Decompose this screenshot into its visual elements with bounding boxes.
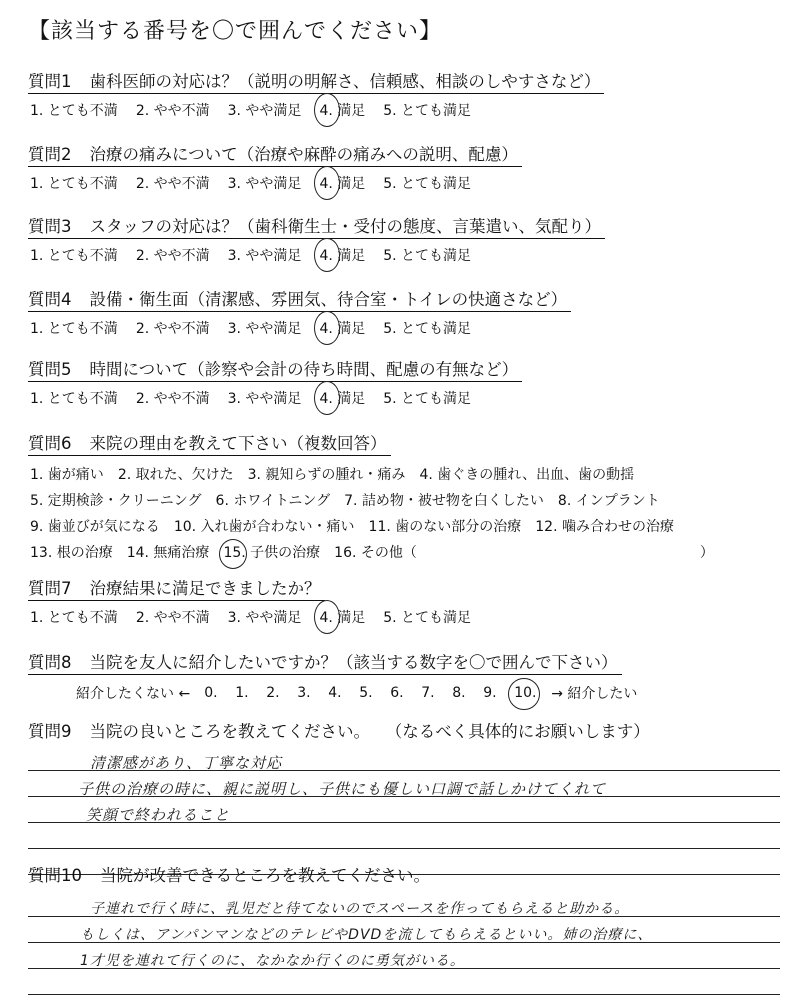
reason-option[interactable]: 10. 入れ歯が合わない・痛い — [173, 519, 355, 535]
question-1-options — [28, 100, 780, 120]
form-header: 【該当する番号を〇で囲んでください】 — [28, 19, 443, 44]
option[interactable]: 1. とても不満 — [30, 610, 118, 626]
option[interactable]: 2. やや不満 — [135, 103, 210, 119]
option[interactable]: 5. とても満足 — [383, 610, 472, 626]
question-1-number: 質問1 — [28, 72, 72, 91]
answer-line — [28, 994, 780, 995]
handwritten-answer-line: もしくは、アンパンマンなどのテレビやDVDを流してもらえるといい。姉の治療に、 — [80, 927, 653, 943]
question-8 — [28, 649, 780, 703]
reason-row — [30, 514, 780, 540]
question-8-scale — [28, 683, 780, 703]
question-5-text: 時間について（診察や会計の待ち時間、配慮の有無など） — [89, 360, 519, 379]
reason-option[interactable]: 3. 親知らずの腫れ・痛み — [247, 467, 406, 483]
question-8-text: 当院を友人に紹介したいですか？（該当する数字を〇で囲んで下さい） — [89, 653, 618, 672]
question-4-title — [28, 286, 571, 312]
question-3-title — [28, 213, 605, 239]
question-9-title — [28, 718, 780, 742]
option[interactable]: 1. とても不満 — [30, 321, 118, 337]
question-2-text: 治療の痛みについて（治療や麻酔の痛みへの説明、配慮） — [89, 145, 518, 164]
scale-number[interactable]: 1. — [235, 685, 249, 701]
option[interactable]: 5. とても満足 — [383, 391, 472, 407]
option[interactable]: 5. とても満足 — [383, 321, 472, 337]
option[interactable]: 1. とても不満 — [30, 248, 118, 264]
scale-number[interactable]: 4. — [328, 685, 342, 701]
scale-number[interactable]: 3. — [297, 685, 311, 701]
option[interactable]: 1. とても不満 — [30, 176, 118, 192]
question-1-title — [28, 68, 604, 94]
question-6-title — [28, 430, 391, 456]
reason-option[interactable]: 8. インプラント — [557, 493, 660, 509]
option-selected[interactable]: 4. 満足 — [319, 245, 365, 265]
scale-number-selected[interactable]: 10. — [514, 685, 545, 701]
option[interactable]: 2. やや不満 — [135, 321, 210, 337]
reason-row — [30, 462, 780, 488]
scale-left-label: 紹介したくない ← — [76, 686, 191, 702]
question-1-text: 歯科医師の対応は？（説明の明解さ、信頼感、相談のしやすさなど） — [89, 72, 601, 91]
question-10-text: 当院が改善できるところを教えてください。 — [100, 866, 430, 885]
question-6-text: 来院の理由を教えて下さい（複数回答） — [89, 434, 387, 453]
reason-option-selected[interactable] — [223, 540, 320, 566]
question-9 — [28, 718, 780, 868]
option[interactable]: 3. やや満足 — [227, 610, 302, 626]
option[interactable]: 1. とても不満 — [30, 103, 118, 119]
question-1 — [28, 68, 780, 120]
question-8-number: 質問8 — [28, 653, 72, 672]
question-2-title — [28, 141, 522, 167]
question-3-options — [28, 245, 780, 265]
question-7 — [28, 575, 780, 627]
question-4-options — [28, 318, 780, 338]
option[interactable]: 5. とても満足 — [383, 103, 472, 119]
question-10-title — [28, 862, 780, 886]
scale-number[interactable]: 8. — [452, 685, 466, 701]
scale-number[interactable]: 9. — [483, 685, 497, 701]
reason-option[interactable]: 1. 歯が痛い — [30, 467, 104, 483]
question-9-number: 質問9 — [28, 722, 72, 741]
option-selected[interactable]: 4. 満足 — [319, 607, 365, 627]
option[interactable]: 3. やや満足 — [227, 176, 302, 192]
question-6-number: 質問6 — [28, 434, 72, 453]
question-4-text: 設備・衛生面（清潔感、雰囲気、待合室・トイレの快適さなど） — [89, 290, 568, 309]
option[interactable]: 5. とても満足 — [383, 248, 472, 264]
question-10-answer-area — [28, 892, 780, 1007]
option-selected[interactable]: 4. 満足 — [319, 318, 365, 338]
handwritten-answer-line: 笑顔で終われること — [86, 806, 231, 824]
reason-option[interactable]: 14. 無痛治療 — [126, 545, 210, 561]
scale-number[interactable]: 6. — [390, 685, 404, 701]
option[interactable]: 3. やや満足 — [227, 103, 302, 119]
option[interactable]: 3. やや満足 — [227, 391, 302, 407]
handwritten-answer-line: 1才児を連れて行くのに、なかなか行くのに勇気がいる。 — [80, 953, 465, 969]
option-selected[interactable]: 4. 満足 — [319, 100, 365, 120]
reason-option[interactable]: 4. 歯ぐきの腫れ、出血、歯の動揺 — [419, 467, 635, 483]
question-5 — [28, 356, 780, 408]
question-5-title — [28, 356, 522, 382]
question-7-number: 質問7 — [28, 579, 72, 598]
question-3-text: スタッフの対応は？（歯科衛生士・受付の態度、言葉遣い、気配り） — [89, 217, 601, 236]
question-10 — [28, 862, 780, 1007]
scale-number[interactable]: 0. — [204, 685, 218, 701]
question-9-note: （なるべく具体的にお願いします） — [394, 722, 650, 741]
reason-row — [30, 488, 780, 514]
close-paren: ） — [699, 545, 714, 561]
option[interactable]: 1. とても不満 — [30, 391, 118, 407]
scale-number[interactable]: 2. — [266, 685, 280, 701]
reason-option[interactable]: 5. 定期検診・クリーニング — [30, 493, 202, 509]
handwritten-answer-line: 子連れで行く時に、乳児だと待てないのでスペースを作ってもらえると助かる。 — [90, 901, 630, 917]
handwritten-answer-line: 清潔感があり、丁寧な対応 — [90, 754, 283, 772]
question-5-number: 質問5 — [28, 360, 72, 379]
question-9-answer-area — [28, 748, 780, 868]
question-4 — [28, 286, 780, 338]
reason-label: 子供の治療 — [245, 545, 321, 561]
reason-number: 15. — [223, 545, 245, 561]
option[interactable]: 2. やや不満 — [135, 176, 210, 192]
option[interactable]: 2. やや不満 — [135, 610, 210, 626]
question-10-number: 質問10 — [28, 866, 82, 885]
question-3 — [28, 213, 780, 265]
reason-option[interactable]: 9. 歯並びが気になる — [30, 519, 160, 535]
scale-number[interactable]: 5. — [359, 685, 373, 701]
option[interactable]: 5. とても満足 — [383, 176, 472, 192]
question-7-text: 治療結果に満足できましたか？ — [89, 579, 321, 598]
option-selected[interactable]: 4. 満足 — [319, 388, 365, 408]
handwritten-answer-line: 子供の治療の時に、親に説明し、子供にも優しい口調で話しかけてくれて — [78, 780, 607, 798]
option[interactable]: 3. やや満足 — [227, 321, 302, 337]
option-selected[interactable]: 4. 満足 — [319, 173, 365, 193]
scale-numbers — [204, 685, 545, 701]
question-6-reasons — [28, 462, 780, 566]
question-6 — [28, 430, 780, 566]
reason-option[interactable]: 16. その他（ — [334, 545, 417, 561]
question-7-title — [28, 575, 325, 601]
question-8-title — [28, 649, 622, 675]
option[interactable]: 2. やや不満 — [135, 391, 210, 407]
question-7-options — [28, 607, 780, 627]
question-5-options — [28, 388, 780, 408]
question-2-number: 質問2 — [28, 145, 72, 164]
reason-option[interactable]: 12. 噛み合わせの治療 — [535, 519, 674, 535]
reason-option[interactable]: 6. ホワイトニング — [215, 493, 331, 509]
reason-option[interactable]: 11. 歯のない部分の治療 — [368, 519, 522, 535]
other-blank[interactable] — [431, 540, 686, 566]
reason-option[interactable]: 7. 詰め物・被せ物を白くしたい — [344, 493, 544, 509]
scale-right-label: → 紹介したい — [551, 686, 638, 702]
option[interactable]: 3. やや満足 — [227, 248, 302, 264]
answer-line — [28, 848, 780, 849]
hand-drawn-circle — [219, 539, 247, 569]
scale-number[interactable]: 7. — [421, 685, 435, 701]
question-2-options — [28, 173, 780, 193]
question-3-number: 質問3 — [28, 217, 72, 236]
reason-row — [30, 540, 780, 566]
reason-option[interactable]: 13. 根の治療 — [30, 545, 113, 561]
option[interactable]: 2. やや不満 — [135, 248, 210, 264]
question-2 — [28, 141, 780, 193]
reason-option[interactable]: 2. 取れた、欠けた — [117, 467, 234, 483]
question-9-text: 当院の良いところを教えてください。 — [89, 722, 370, 741]
question-4-number: 質問4 — [28, 290, 72, 309]
